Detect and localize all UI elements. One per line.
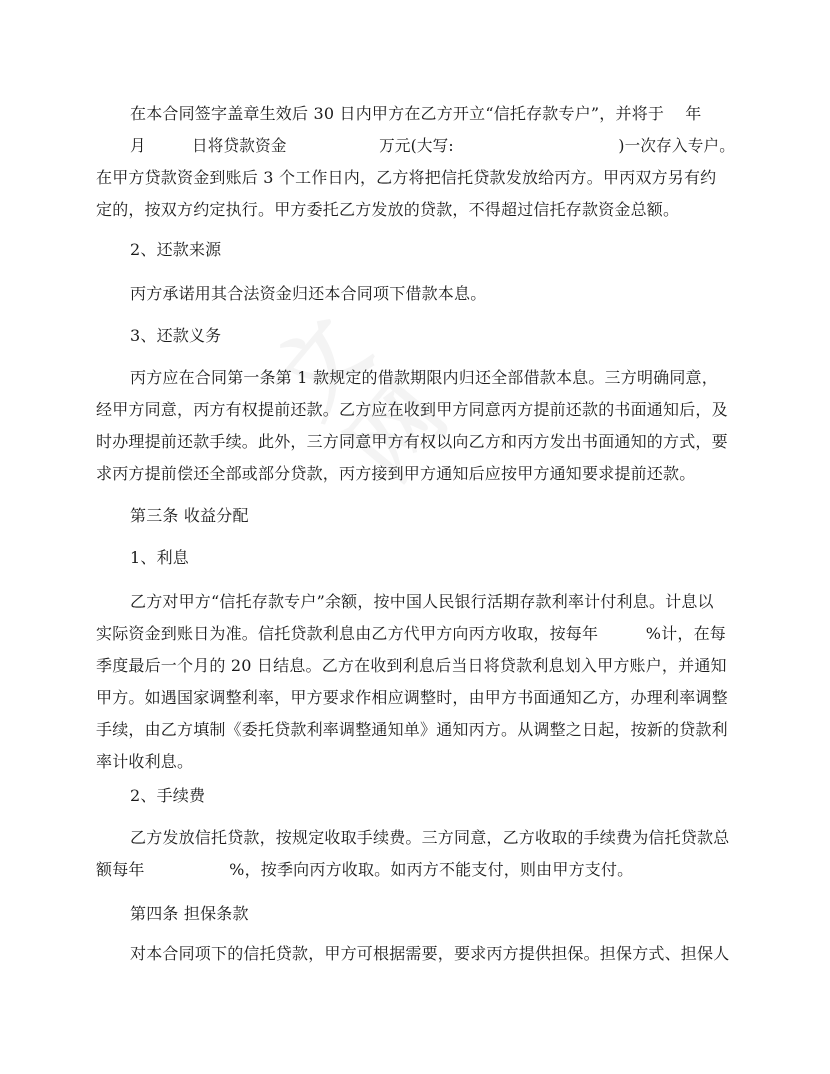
text-line: 乙方发放信托贷款，按规定收取手续费。三方同意，乙方收取的手续费为信托贷款总: [130, 828, 730, 847]
watermark: 文网: [252, 299, 468, 501]
text-line: 手续，由乙方填制《委托贷款利率调整通知单》通知丙方。从调整之日起，按新的贷款利: [96, 720, 728, 739]
section-heading: 2、还款来源: [130, 240, 222, 259]
text-line: 时办理提前还款手续。此外，三方同意甲方有权以向乙方和丙方发出书面通知的方式，要: [96, 432, 728, 451]
article-heading: 第三条 收益分配: [130, 506, 249, 525]
text-line: 在本合同签字盖章生效后 30 日内甲方在乙方开立“信托存款专户”，并将于 年: [130, 104, 702, 123]
text-line: 丙方承诺用其合法资金归还本合同项下借款本息。: [130, 284, 487, 303]
text-line: 季度最后一个月的 20 日结息。乙方在收到利息后当日将贷款利息划入甲方账户，并通知: [96, 656, 727, 675]
text-line: 月 日将贷款资金 万元(大写: )一次存入专户。: [130, 136, 735, 155]
text-line: 定的，按双方约定执行。甲方委托乙方发放的贷款，不得超过信托存款资金总额。: [96, 200, 680, 219]
section-heading: 1、利息: [130, 548, 189, 567]
article-heading: 第四条 担保条款: [130, 904, 249, 923]
text-line: 实际资金到账日为准。信托贷款利息由乙方代甲方向丙方收取，按每年 %计，在每: [96, 624, 726, 643]
text-line: 在甲方贷款资金到账后 3 个工作日内，乙方将把信托贷款发放给丙方。甲丙双方另有约: [96, 168, 717, 187]
text-line: 额每年 %，按季向丙方收取。如丙方不能支付，则由甲方支付。: [96, 860, 634, 879]
text-line: 乙方对甲方“信托存款专户”余额，按中国人民银行活期存款利率计付利息。计息以: [130, 592, 714, 611]
section-heading: 3、还款义务: [130, 326, 222, 345]
text-line: 经甲方同意，丙方有权提前还款。乙方应在收到甲方同意丙方提前还款的书面通知后，及: [96, 400, 728, 419]
text-line: 率计收利息。: [96, 752, 194, 771]
text-line: 丙方应在合同第一条第 1 款规定的借款期限内归还全部借款本息。三方明确同意，: [130, 368, 718, 387]
text-line: 求丙方提前偿还全部或部分贷款，丙方接到甲方通知后应按甲方通知要求提前还款。: [96, 464, 696, 483]
text-line: 甲方。如遇国家调整利率，甲方要求作相应调整时，由甲方书面通知乙方，办理利率调整: [96, 688, 728, 707]
text-line: 对本合同项下的信托贷款，甲方可根据需要，要求丙方提供担保。担保方式、担保人: [130, 944, 730, 963]
section-heading: 2、手续费: [130, 786, 206, 805]
